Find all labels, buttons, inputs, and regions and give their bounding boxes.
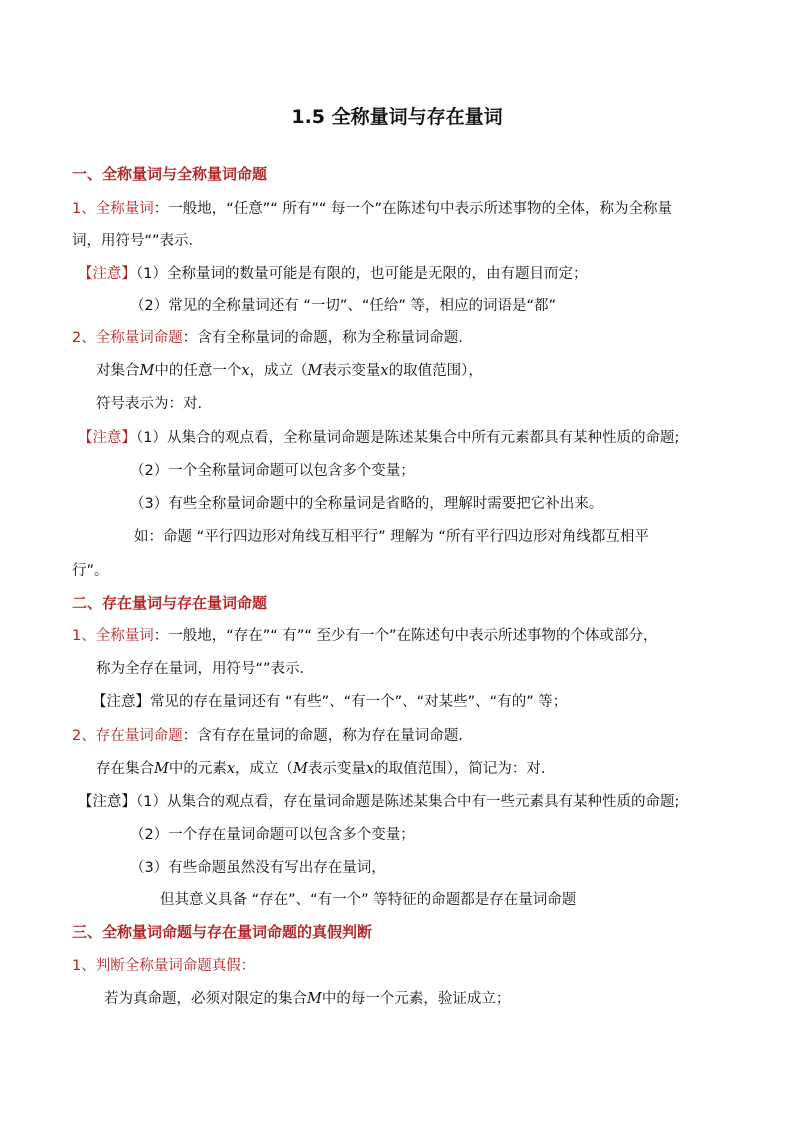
- s1-note-4: （2）一个全称量词命题可以包含多个变量；: [130, 463, 415, 479]
- variable-x: x: [241, 363, 250, 379]
- section-2-heading: 二、存在量词与存在量词命题: [72, 594, 268, 612]
- s2-note-2: [78, 792, 679, 812]
- s1-note-1: [78, 264, 587, 284]
- s1-p2-text: ：含有全称量词的命题，称为全称量词命题．: [182, 330, 473, 346]
- s1-example-2: 行”。: [72, 563, 109, 579]
- s2-p1-term: 全称量词: [95, 628, 154, 644]
- s2-p2-text: ：含有存在量词的命题，称为存在量词命题．: [182, 728, 473, 744]
- text-fragment: 表示变量: [307, 761, 366, 777]
- s1-p2-line2: 符号表示为：对．: [96, 396, 212, 412]
- note-text: （1）全称量词的数量可能是有限的，也可能是无限的，由有题目而定；: [136, 266, 588, 282]
- text-fragment: 中的元素: [168, 761, 227, 777]
- s3-p1-line: [104, 989, 510, 1009]
- s3-p1: [72, 956, 255, 976]
- note-label: 【注意】: [78, 266, 136, 282]
- s1-p1-text: ：一般地，“任意”“ 所有”“ 每一个”在陈述句中表示所述事物的全体，称为全称量: [153, 201, 673, 217]
- text-fragment: ，成立（: [249, 363, 308, 379]
- note-label: 【注意】: [78, 794, 136, 810]
- text-fragment: 表示变量: [322, 363, 381, 379]
- s2-p2: [72, 726, 473, 746]
- s1-p1: [72, 199, 672, 219]
- s1-example-1: 如：命题 “平行四边形对角线互相平行” 理解为 “所有平行四边形对角线都互相平: [134, 529, 649, 545]
- s1-p1-num: 1、: [72, 201, 96, 217]
- s1-p1-cont: 词，用符号“”表示．: [72, 233, 204, 249]
- s2-p1-text: ：一般地，“存在”“ 有”“ 至少有一个”在陈述句中表示所述事物的个体或部分，: [153, 628, 658, 644]
- s2-note-5: 但其意义具备 “存在”、“有一个” 等特征的命题都是存在量词命题: [160, 892, 577, 908]
- note-text: （1）从集合的观点看，全称量词命题是陈述某集合中所有元素都具有某种性质的命题;: [136, 430, 680, 446]
- s1-p2: [72, 328, 473, 348]
- variable-M: M: [293, 761, 308, 777]
- s2-p1-num: 1、: [72, 628, 96, 644]
- section-3-heading: 三、全称量词命题与存在量词命题的真假判断: [72, 923, 373, 941]
- variable-M: M: [307, 363, 323, 379]
- text-fragment: 存在集合: [96, 761, 154, 777]
- variable-M: M: [154, 761, 169, 777]
- variable-M: M: [139, 363, 155, 379]
- s2-p2-num: 2、: [72, 728, 96, 744]
- s3-p1-term: 判断全称量词命题真假：: [95, 958, 256, 974]
- text-fragment: 若为真命题，必须对限定的集合: [104, 991, 307, 1007]
- note-text: 常见的存在量词还有 “有些”、“有一个”、“对某些”、“有的” 等；: [150, 694, 568, 710]
- s3-p1-num: 1、: [72, 958, 96, 974]
- note-label: 【注意】: [78, 430, 136, 446]
- s1-note-3: [78, 428, 679, 448]
- s2-p1-cont: 称为全存在量词，用符号“”表示．: [96, 661, 315, 677]
- text-fragment: 的取值范围），简记为：对．: [374, 761, 556, 777]
- variable-M: M: [307, 991, 322, 1007]
- s2-p1: [72, 626, 658, 646]
- s1-p2-term: 全称量词命题: [95, 330, 183, 346]
- s1-note-5: （3）有些全称量词命题中的全称量词是省略的，理解时需要把它补出来。: [130, 496, 604, 512]
- s2-note-1: [92, 692, 567, 712]
- s1-p2-line1: [96, 361, 483, 381]
- s1-p2-num: 2、: [72, 330, 96, 346]
- text-fragment: 对集合: [96, 363, 140, 379]
- variable-x: x: [365, 761, 375, 777]
- note-label: 【注意】: [92, 694, 150, 710]
- s2-p2-term: 存在量词命题: [95, 728, 183, 744]
- s2-p2-line1: [96, 759, 555, 779]
- s1-note-2: （2）常见的全称量词还有 “一切”、“任给” 等，相应的词语是“都”: [130, 298, 557, 314]
- section-1-heading: 一、全称量词与全称量词命题: [72, 165, 268, 183]
- page-title: 1.5 全称量词与存在量词: [291, 106, 503, 128]
- text-fragment: 中的任意一个: [154, 363, 242, 379]
- text-fragment: 的取值范围），: [388, 363, 483, 379]
- s1-p1-term: 全称量词: [95, 201, 154, 217]
- variable-x: x: [226, 761, 236, 777]
- text-fragment: ，成立（: [235, 761, 294, 777]
- text-fragment: 中的每一个元素，验证成立；: [321, 991, 511, 1007]
- s2-note-3: （2）一个存在量词命题可以包含多个变量；: [130, 827, 415, 843]
- variable-x: x: [380, 363, 389, 379]
- note-text: （1）从集合的观点看，存在量词命题是陈述某集合中有一些元素具有某种性质的命题;: [136, 794, 680, 810]
- s2-note-4: （3）有些命题虽然没有写出存在量词，: [130, 860, 386, 876]
